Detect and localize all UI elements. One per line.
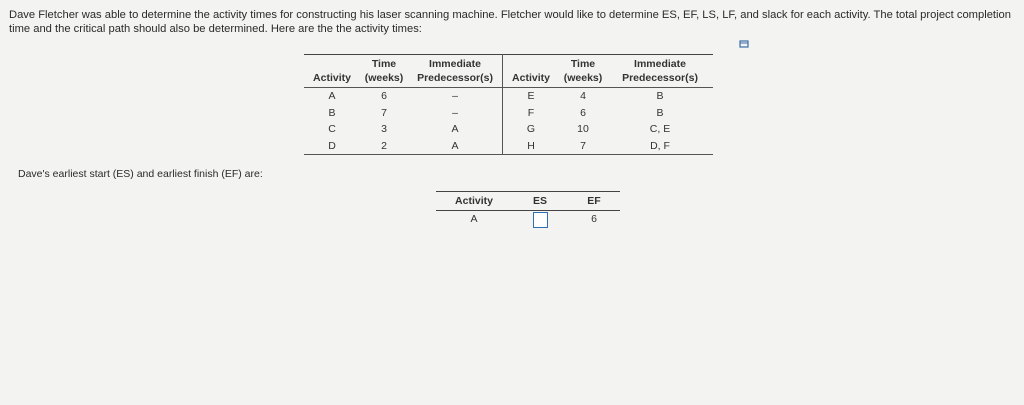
header-es: ES	[512, 192, 568, 211]
header-ef: EF	[568, 192, 620, 211]
ef-cell: 6	[591, 213, 597, 225]
time-cell: 4	[580, 90, 586, 102]
header-time-2	[559, 55, 607, 88]
header-time	[360, 55, 408, 88]
time-cell: 6	[580, 106, 586, 119]
table-row	[304, 88, 713, 105]
es-ef-table	[436, 191, 620, 229]
header-pred2-line1: Immediate	[634, 58, 686, 70]
activity-cell: D	[304, 138, 360, 155]
expand-icon[interactable]	[739, 40, 749, 48]
activity-cell: G	[526, 123, 536, 135]
predecessor-cell: A	[408, 121, 503, 138]
time-cell: 3	[381, 123, 387, 135]
header-time-line2: (weeks)	[364, 72, 404, 84]
header-time-line1: Time	[371, 58, 397, 70]
predecessor-cell: A	[408, 138, 503, 155]
predecessor-cell: –	[408, 105, 503, 122]
table-row	[304, 121, 713, 138]
header-activity: Activity	[304, 55, 360, 88]
table-row	[304, 138, 713, 155]
es-cell	[512, 211, 568, 230]
table-row	[304, 105, 713, 122]
activity-cell: C	[328, 123, 336, 135]
header-pred-line1: Immediate	[429, 58, 481, 70]
header-time2-line2: (weeks)	[563, 72, 603, 84]
es-ef-prompt: Dave's earliest start (ES) and earliest finish (EF) are:	[18, 168, 263, 180]
time-cell: 7	[381, 106, 387, 119]
time-cell: 6	[381, 90, 387, 102]
activity-cell: B	[328, 106, 336, 119]
header-pred2-line2: Predecessor(s)	[622, 72, 698, 84]
time-cell: 10	[577, 123, 589, 135]
activity-cell: A	[328, 90, 336, 102]
question-text: Dave Fletcher was able to determine the activity times for constructing his laser scanning machine. Fletcher would like to determine ES, EF, LS, LF, and slack for each activity. The total project completion time and the critical path should also be determined. Here are the the activity times:	[9, 9, 1011, 35]
activity-cell: A	[470, 213, 478, 225]
time-cell: 7	[559, 138, 607, 155]
activity-cell: E	[527, 90, 535, 102]
es-answer-input[interactable]	[533, 212, 548, 228]
table-row	[436, 211, 620, 230]
predecessor-cell: C, E	[649, 123, 671, 135]
activity-cell: F	[527, 106, 535, 119]
activity-times-table	[304, 54, 713, 155]
predecessor-cell: B	[656, 106, 664, 119]
header-activity: Activity	[436, 192, 512, 211]
predecessor-cell: B	[656, 90, 664, 102]
activity-cell: H	[503, 138, 560, 155]
header-predecessors	[408, 55, 503, 88]
header-activity-2: Activity	[503, 55, 560, 88]
predecessor-cell: D, F	[607, 138, 713, 155]
header-time2-line1: Time	[570, 58, 596, 70]
predecessor-cell: –	[408, 88, 503, 105]
time-cell: 2	[360, 138, 408, 155]
header-predecessors-2	[607, 55, 713, 88]
header-pred-line2: Predecessor(s)	[417, 72, 493, 84]
